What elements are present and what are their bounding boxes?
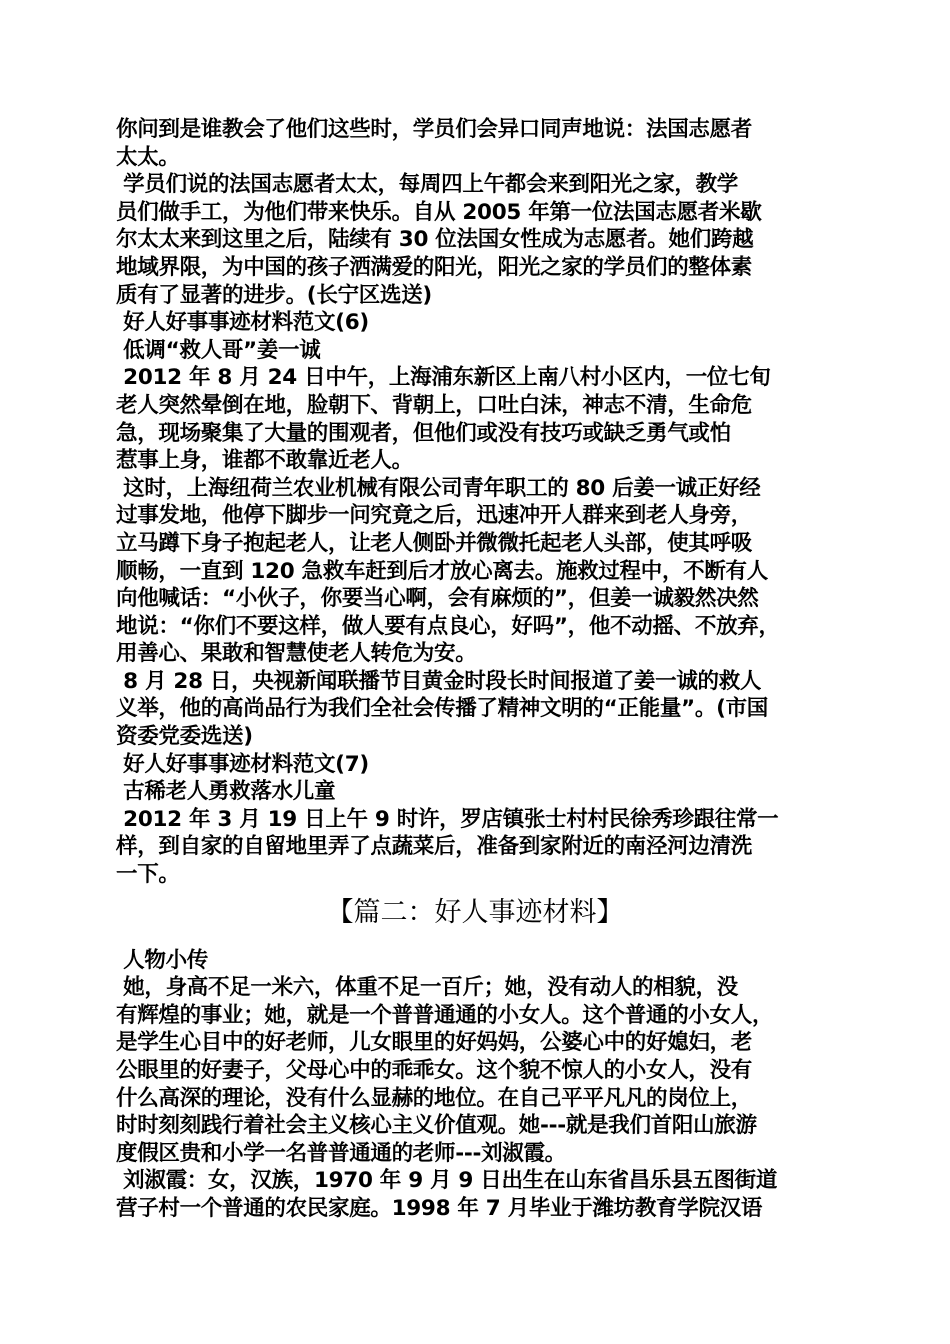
text-line: 资委党委选送): [116, 724, 253, 750]
text-line: 好人好事事迹材料范文(6): [116, 310, 369, 336]
text-line: 惹事上身，谁都不敢靠近老人。: [116, 448, 413, 474]
section-heading: 【篇二：好人事迹材料】: [326, 896, 624, 928]
text-line: 人物小传: [116, 947, 208, 973]
text-line: 一下。: [116, 862, 180, 888]
text-line: 时时刻刻践行着社会主义核心主义价值观。她---就是我们首阳山旅游: [116, 1113, 757, 1139]
text-block-part1: [116, 116, 834, 889]
text-line: 老人突然晕倒在地，脸朝下、背朝上，口吐白沫，神志不清，生命危: [116, 392, 753, 418]
text-line: 你问到是谁教会了他们这些时，学员们会异口同声地说：法国志愿者: [116, 117, 753, 142]
text-line: 好人好事事迹材料范文(7): [116, 751, 369, 777]
text-line: 刘淑霞：女，汉族，1970 年 9 月 9 日出生在山东省昌乐县五图街道: [116, 1168, 778, 1194]
text-line: 2012 年 3 月 19 日上午 9 时许，罗店镇张士村村民徐秀珍跟往常一: [116, 806, 779, 832]
text-line: 低调“救人哥”姜一诚: [116, 337, 321, 363]
document-body: [116, 116, 834, 1223]
text-line: 这时，上海纽荷兰农业机械有限公司青年职工的 80 后姜一诚正好经: [116, 475, 761, 501]
text-line: 太太。: [116, 144, 180, 170]
text-line: 古稀老人勇救落水儿童: [116, 779, 336, 805]
text-line: 度假区贵和小学一名普普通通的老师---刘淑霞。: [116, 1140, 566, 1166]
text-line: 2012 年 8 月 24 日中午，上海浦东新区上南八村小区内，一位七旬: [116, 365, 771, 391]
text-line: 向他喊话：“小伙子，你要当心啊，会有麻烦的”，但姜一诚毅然决然: [116, 586, 759, 612]
text-line: 是学生心目中的好老师，儿女眼里的好妈妈，公婆心中的好媳妇，老: [116, 1030, 753, 1056]
text-line: 员们做手工，为他们带来快乐。自从 2005 年第一位法国志愿者米歇: [116, 199, 762, 225]
text-line: 过事发地，他停下脚步一问究竟之后，迅速冲开人群来到老人身旁，: [116, 503, 753, 529]
text-line: 地说：“你们不要这样，做人要有点良心，好吗”，他不动摇、不放弃，: [116, 613, 780, 639]
text-line: 什么高深的理论，没有什么显赫的地位。在自己平平凡凡的岗位上，: [116, 1085, 753, 1111]
text-line: 顺畅，一直到 120 急救车赶到后才放心离去。施救过程中，不断有人: [116, 558, 768, 584]
text-line: 营子村一个普通的农民家庭。1998 年 7 月毕业于潍坊教育学院汉语: [116, 1195, 763, 1221]
text-line: 她，身高不足一米六，体重不足一百斤；她，没有动人的相貌，没: [116, 975, 738, 1001]
text-line: 学员们说的法国志愿者太太，每周四上午都会来到阳光之家，教学: [116, 172, 738, 198]
text-line: 用善心、果敢和智慧使老人转危为安。: [116, 641, 477, 667]
text-line: 义举，他的高尚品行为我们全社会传播了精神文明的“正能量”。(市国: [116, 696, 768, 722]
text-line: 8 月 28 日，央视新闻联播节目黄金时段长时间报道了姜一诚的救人: [116, 668, 762, 694]
text-line: 质有了显著的进步。(长宁区选送): [116, 282, 432, 308]
text-line: 地域界限，为中国的孩子洒满爱的阳光，阳光之家的学员们的整体素: [116, 254, 753, 280]
text-line: 尔太太来到这里之后，陆续有 30 位法国女性成为志愿者。她们跨越: [116, 227, 754, 253]
text-line: 样，到自家的自留地里弄了点蔬菜后，准备到家附近的南泾河边清洗: [116, 834, 753, 860]
text-line: 急，现场聚集了大量的围观者，但他们或没有技巧或缺乏勇气或怕: [116, 420, 731, 446]
text-block-part2: [116, 947, 834, 1223]
text-line: 有辉煌的事业；她，就是一个普普通通的小女人。这个普通的小女人，: [116, 1002, 774, 1028]
text-line: 公眼里的好妻子，父母心中的乖乖女。这个貌不惊人的小女人，没有: [116, 1058, 753, 1083]
text-line: 立马蹲下身子抱起老人，让老人侧卧并微微托起老人头部，使其呼吸: [116, 530, 753, 556]
